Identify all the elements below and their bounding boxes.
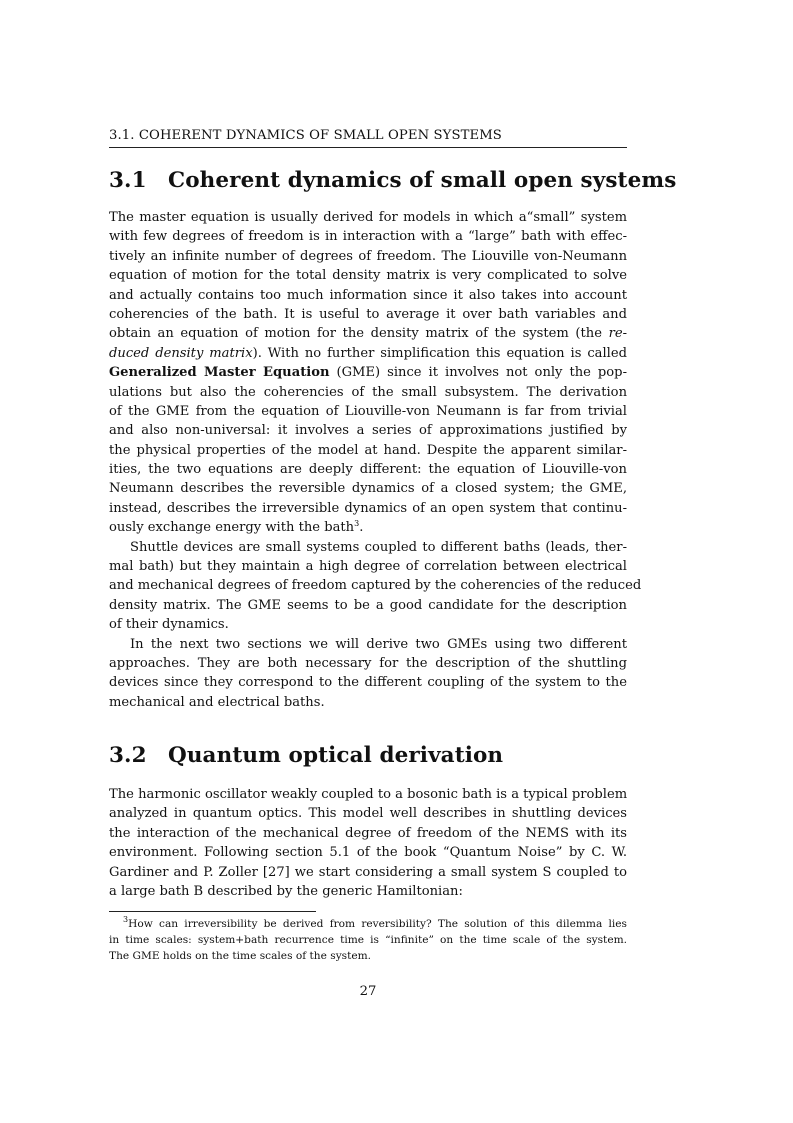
text-segment: ). With no further simplification this equation is called bbox=[252, 345, 627, 361]
bold-term: Generalized Master Equation bbox=[109, 365, 330, 381]
text-segment: ously exchange energy with the bath bbox=[109, 520, 355, 536]
section-number: 3.2 bbox=[109, 743, 147, 768]
text-line: Gardiner and P. Zoller [27] we start considering a small system S coupled to bbox=[109, 864, 627, 880]
text-line: the interaction of the mechanical degree of freedom of the NEMS with its bbox=[109, 825, 627, 841]
page-number: 27 bbox=[359, 984, 377, 999]
text-line: ulations but also the coherencies of the small subsystem. The derivation bbox=[109, 384, 627, 400]
text-line: and also non-universal: it involves a series of approximations justified by bbox=[109, 423, 627, 439]
section-3-2-body bbox=[109, 785, 627, 901]
section-3-1-heading bbox=[109, 168, 676, 193]
text-line: of the GME from the equation of Liouville-von Neumann is far from trivial bbox=[109, 403, 627, 419]
section-3-2-heading bbox=[109, 743, 503, 768]
italic-text: duced density matrix bbox=[109, 345, 253, 361]
running-head: 3.1. COHERENT DYNAMICS OF SMALL OPEN SYSTEMS bbox=[109, 128, 502, 143]
text-line: density matrix. The GME seems to be a good candidate for the description bbox=[109, 597, 627, 613]
text-line bbox=[109, 344, 627, 363]
text-segment: obtain an equation of motion for the density matrix of the system (the bbox=[109, 326, 602, 342]
text-line: the physical properties of the model at hand. Despite the apparent similar- bbox=[109, 442, 627, 458]
text-line: a large bath B described by the generic Hamiltonian: bbox=[109, 883, 463, 899]
text-line: Shuttle devices are small systems coupled to different baths (leads, ther- bbox=[130, 539, 627, 555]
text-line: and mechanical degrees of freedom captured by the coherencies of the reduced bbox=[109, 578, 642, 594]
italic-text: re- bbox=[608, 326, 627, 342]
text-line: The master equation is usually derived for models in which a“small” system bbox=[109, 210, 627, 225]
text-segment: . bbox=[359, 520, 364, 536]
text-segment: (GME) since it involves not only the pop- bbox=[329, 365, 627, 381]
text-line bbox=[109, 324, 627, 343]
footnote bbox=[109, 916, 627, 964]
section-3-1-body bbox=[109, 208, 642, 712]
text-line: Neumann describes the reversible dynamics of a closed system; the GME, bbox=[109, 481, 627, 497]
section-title: Quantum optical derivation bbox=[168, 743, 504, 768]
text-line: and actually contains too much information since it also takes into account bbox=[109, 287, 627, 303]
footnote-marker: 3 bbox=[123, 915, 129, 924]
text-line: The harmonic oscillator weakly coupled to a bosonic bath is a typical problem bbox=[109, 787, 628, 802]
text-line: coherencies of the bath. It is useful to average it over bath variables and bbox=[109, 306, 627, 322]
text-line: ities, the two equations are deeply different: the equation of Liouville-von bbox=[109, 462, 627, 478]
footnote-rule bbox=[109, 911, 316, 912]
header-rule bbox=[109, 147, 627, 148]
text-line bbox=[109, 518, 627, 537]
text-line: of their dynamics. bbox=[109, 617, 229, 633]
footnote-line: in time scales: system+bath recurrence time is “infinite” on the time scale of the system. bbox=[109, 934, 627, 946]
footnote-line: The GME holds on the time scales of the system. bbox=[109, 950, 372, 962]
text-line: devices since they correspond to the different coupling of the system to the bbox=[109, 675, 627, 691]
text-line: with few degrees of freedom is in interaction with a “large” bath with effec- bbox=[109, 229, 627, 245]
section-title: Coherent dynamics of small open systems bbox=[168, 168, 677, 193]
text-line: equation of motion for the total density matrix is very complicated to solve bbox=[109, 268, 627, 284]
text-line: environment. Following section 5.1 of the book “Quantum Noise” by C. W. bbox=[109, 845, 627, 861]
text-line: analyzed in quantum optics. This model well describes in shuttling devices bbox=[109, 806, 627, 822]
section-number: 3.1 bbox=[109, 168, 147, 193]
text-segment: How can irreversibility be derived from reversibility? The solution of this dilemma lies bbox=[128, 918, 627, 930]
text-line: In the next two sections we will derive two GMEs using two different bbox=[130, 636, 627, 652]
footnote-line bbox=[109, 916, 627, 932]
text-line bbox=[109, 363, 627, 382]
text-line: tively an infinite number of degrees of freedom. The Liouville von-Neumann bbox=[109, 248, 627, 264]
text-line: mechanical and electrical baths. bbox=[109, 694, 325, 710]
text-line: approaches. They are both necessary for the description of the shuttling bbox=[109, 655, 627, 671]
text-line: mal bath) but they maintain a high degree of correlation between electrical bbox=[109, 559, 627, 575]
footnote-marker: 3 bbox=[354, 519, 360, 529]
text-line: instead, describes the irreversible dynamics of an open system that continu- bbox=[109, 500, 627, 516]
